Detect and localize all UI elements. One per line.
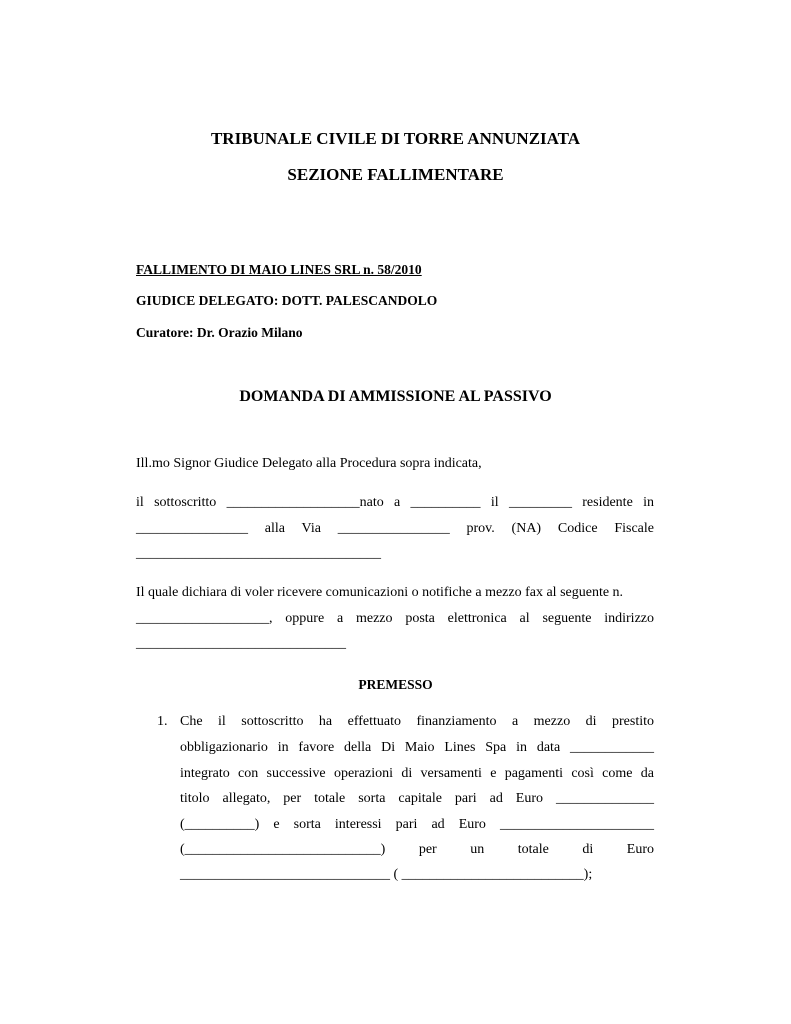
salutation: Ill.mo Signor Giudice Delegato alla Procedura sopra indicata,: [136, 456, 482, 471]
applicant-line-3: ___________________________________: [136, 546, 381, 561]
contact-line-3: ______________________________: [136, 636, 346, 651]
applicant-line-2: ________________ alla Via ________________ prov. (NA) Codice Fiscale: [136, 521, 654, 536]
item-1-line-7: ______________________________ ( __________________________);: [180, 867, 593, 882]
item-1-line-6: (____________________________) per un totale di Euro: [180, 842, 654, 857]
item-1-line-5: (__________) e sorta interessi pari ad Euro ______________________: [180, 817, 654, 832]
item-1-line-3: integrato con successive operazioni di versamenti e pagamenti così come da: [180, 766, 654, 781]
item-1-line-4: titolo allegato, per totale sorta capitale pari ad Euro ______________: [180, 791, 654, 806]
document-title: DOMANDA DI AMMISSIONE AL PASSIVO: [239, 388, 552, 405]
curator: Curatore: Dr. Orazio Milano: [136, 325, 303, 340]
contact-line-2: ___________________, oppure a mezzo posta elettronica al seguente indirizzo: [136, 611, 654, 626]
item-1-number: 1.: [157, 714, 168, 729]
contact-line-1: Il quale dichiara di voler ricevere comunicazioni o notifiche a mezzo fax al seguente n.: [136, 585, 624, 600]
section-title: SEZIONE FALLIMENTARE: [287, 165, 504, 184]
bankruptcy-reference: FALLIMENTO DI MAIO LINES SRL n. 58/2010: [136, 262, 422, 277]
applicant-line-1: il sottoscritto ___________________nato a __________ il _________ residente in: [136, 495, 654, 510]
premesso-heading: PREMESSO: [358, 677, 433, 692]
item-1-line-1: Che il sottoscritto ha effettuato finanziamento a mezzo di prestito: [180, 714, 654, 729]
court-title: TRIBUNALE CIVILE DI TORRE ANNUNZIATA: [210, 129, 581, 148]
item-1-line-2: obbligazionario in favore della Di Maio Lines Spa in data ____________: [180, 740, 654, 755]
delegated-judge: GIUDICE DELEGATO: DOTT. PALESCANDOLO: [136, 293, 438, 308]
